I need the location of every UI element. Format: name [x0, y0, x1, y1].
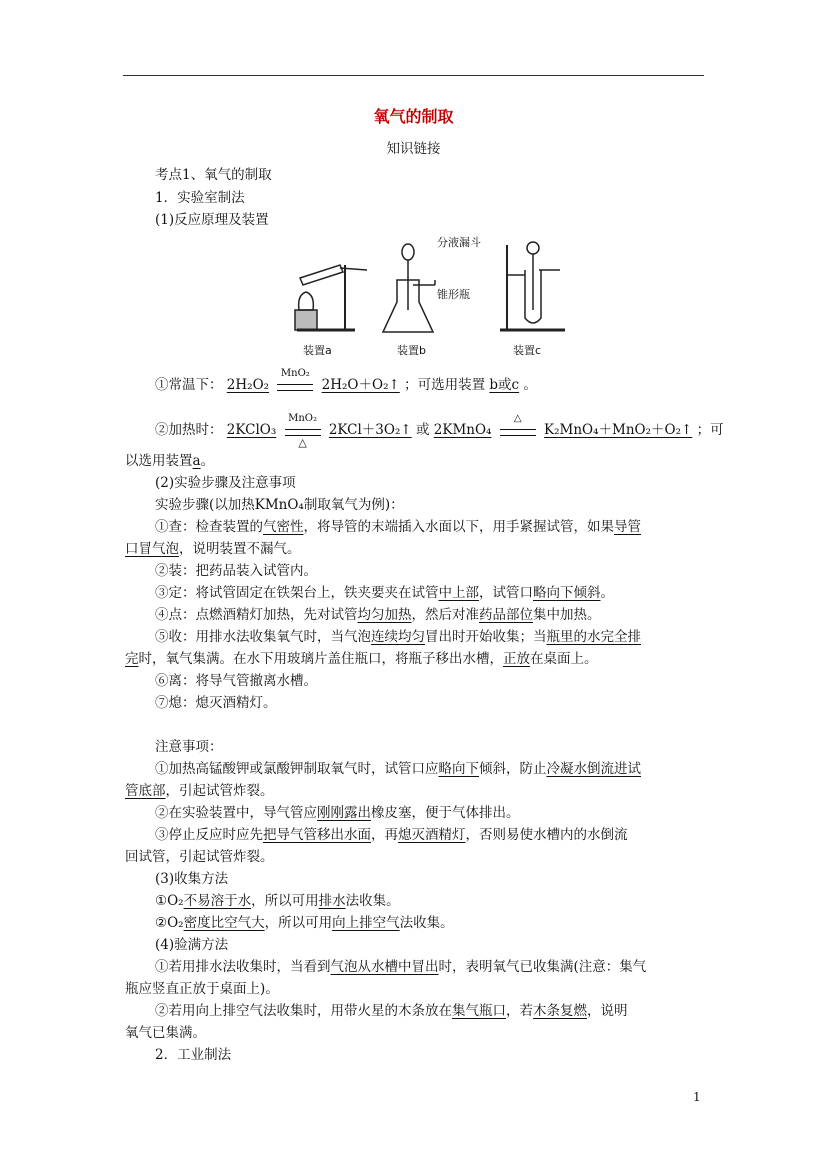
- answer-blank: 完: [125, 651, 139, 667]
- answer-blank: 药品部位: [479, 607, 533, 623]
- answer-blank: 排水: [318, 893, 346, 909]
- answer-blank: 瓶里的水完全排: [546, 629, 641, 645]
- answer-blank: 2KCl＋3O₂↑: [328, 422, 412, 438]
- page-title: 氧气的制取: [373, 107, 454, 126]
- text-line: 实验步骤(以加热KMnO₄制取氧气为例)：: [155, 497, 404, 513]
- answer-blank: 管底部: [125, 783, 166, 799]
- text-line: 氧气已集满。: [125, 1025, 206, 1041]
- answer-blank: 2H₂O＋O₂↑: [321, 377, 400, 393]
- apparatus-figure: [285, 230, 575, 360]
- answer-blank: 导管: [614, 519, 641, 535]
- answer-blank: a: [192, 453, 201, 469]
- answer-blank: 中上部: [438, 585, 479, 601]
- text-line: (3)收集方法: [155, 871, 229, 887]
- text-line: ⑦熄：熄灭酒精灯。: [155, 695, 277, 711]
- answer-blank: 气密性: [263, 519, 304, 535]
- text-line: (4)验满方法: [155, 937, 229, 953]
- section-subtitle: 知识链接: [386, 141, 441, 157]
- answer-blank: 正放: [503, 651, 530, 667]
- answer-blank: 口冒气泡: [125, 541, 179, 557]
- answer-blank: b或c: [489, 377, 520, 393]
- text-line: ③停止反应时应先把导气管移出水面，再熄灭酒精灯，否则易使水槽内的水倒流: [155, 827, 628, 843]
- answer-blank: 2KMnO₄: [433, 422, 492, 438]
- answer-blank: K₂MnO₄＋MnO₂＋O₂↑: [544, 422, 693, 438]
- answer-blank: 向上排空气: [332, 915, 400, 931]
- answer-blank: 密度比空气大: [183, 915, 265, 931]
- text-line: (1)反应原理及装置: [155, 212, 269, 228]
- flask-label: 锥形瓶: [437, 288, 470, 301]
- text-line: ④点：点燃酒精灯加热，先对试管均匀加热，然后对准药品部位集中加热。: [155, 607, 601, 623]
- answer-blank: 2KClO₃: [226, 422, 277, 438]
- text-line: 管底部，引起试管炸裂。: [125, 783, 274, 799]
- text-line: ②在实验装置中，导气管应刚刚露出橡皮塞，便于气体排出。: [155, 805, 520, 821]
- answer-blank: 不易溶于水: [183, 893, 252, 909]
- text-line: ①查：检查装置的气密性，将导管的末端插入水面以下，用手紧握试管，如果导管: [155, 519, 641, 535]
- equation-line-1: ①常温下： 2H₂O₂ MnO₂ 2H₂O＋O₂↑ ；可选用装置 b或c 。: [155, 375, 537, 396]
- text-line: ②O₂密度比空气大，所以可用向上排空气法收集。: [155, 915, 454, 931]
- answer-blank: 略向下倾斜: [533, 585, 601, 601]
- text-line: 2．工业制法: [155, 1047, 232, 1063]
- answer-blank: 冷凝水倒流进试: [546, 761, 641, 777]
- answer-blank: 连续均匀: [371, 629, 425, 645]
- answer-blank: 集气瓶口: [452, 1003, 506, 1019]
- answer-blank: 熄灭酒精灯: [398, 827, 466, 843]
- page-number: 1: [693, 1090, 701, 1104]
- text-line: ⑤收：用排水法收集氧气时，当气泡连续均匀冒出时开始收集；当瓶里的水完全排: [155, 629, 641, 645]
- apparatus-a-label: 装置a: [303, 344, 332, 357]
- text-line: 注意事项：: [155, 739, 223, 755]
- text-line: 回试管，引起试管炸裂。: [125, 849, 274, 865]
- answer-blank: 气泡从水槽中冒出: [330, 959, 439, 975]
- text-line: ①若用排水法收集时，当看到气泡从水槽中冒出时，表明氧气已收集满(注意：集气: [155, 959, 647, 975]
- reaction-arrow: △: [496, 421, 540, 441]
- answer-blank: 2H₂O₂: [226, 377, 270, 393]
- header-rule: [123, 75, 704, 76]
- text-line: 瓶应竖直正放于桌面上)。: [125, 981, 279, 997]
- answer-blank: 把导气管移出水面: [263, 827, 371, 843]
- text-line: ①O₂不易溶于水，所以可用排水法收集。: [155, 893, 400, 909]
- text-line: ⑥离：将导气管撤离水槽。: [155, 673, 317, 689]
- text-line: ①加热高锰酸钾或氯酸钾制取氧气时，试管口应略向下倾斜，防止冷凝水倒流进试: [155, 761, 641, 777]
- answer-blank: 略向下: [438, 761, 479, 777]
- answer-blank: 均匀加热: [357, 607, 412, 623]
- text-line: (2)实验步骤及注意事项: [155, 475, 296, 491]
- text-line: ②装：把药品装入试管内。: [155, 563, 317, 579]
- reaction-arrow: MnO₂ △: [281, 421, 325, 441]
- text-line: 口冒气泡，说明装置不漏气。: [125, 541, 301, 557]
- text-line: 以选用装置a。: [125, 453, 215, 469]
- text-line: ③定：将试管固定在铁架台上，铁夹要夹在试管中上部，试管口略向下倾斜。: [155, 585, 614, 601]
- text-line: 完时，氧气集满。在水下用玻璃片盖住瓶口，将瓶子移出水槽，正放在桌面上。: [125, 651, 598, 667]
- text-line: 1．实验室制法: [155, 190, 245, 206]
- apparatus-c-label: 装置c: [513, 344, 542, 357]
- funnel-label: 分液漏斗: [437, 236, 481, 249]
- equation-line-2: ②加热时： 2KClO₃ MnO₂ △ 2KCl＋3O₂↑ 或 2KMnO₄ △ K₂MnO₄＋MnO₂＋O₂↑ ；可: [155, 412, 724, 449]
- answer-blank: 木条复燃: [533, 1003, 587, 1019]
- text-line: ②若用向上排空气法收集时，用带火星的木条放在集气瓶口，若木条复燃，说明: [155, 1003, 628, 1019]
- apparatus-b-label: 装置b: [397, 344, 426, 357]
- text-line: 考点1、氧气的制取: [155, 167, 272, 183]
- answer-blank: 刚刚露出: [317, 805, 371, 821]
- reaction-arrow: MnO₂: [273, 376, 317, 396]
